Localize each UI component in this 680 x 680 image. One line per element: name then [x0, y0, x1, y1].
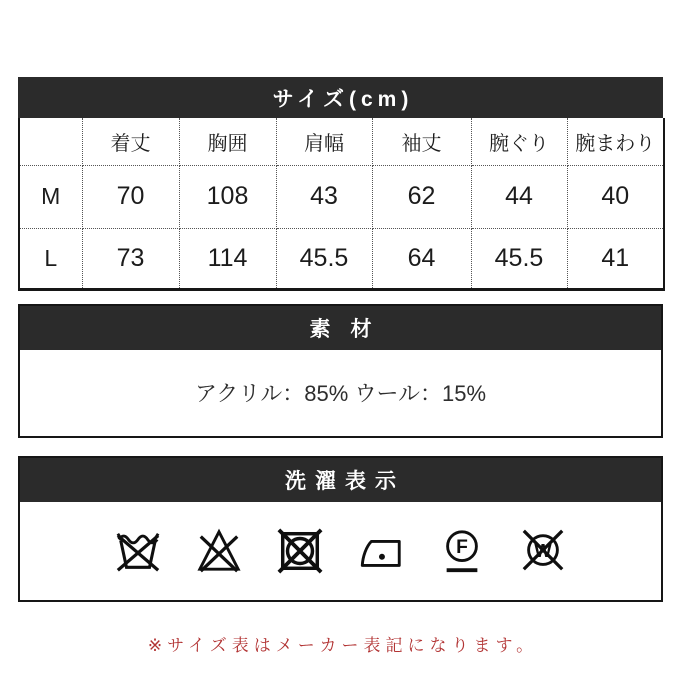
size-cell: 62	[372, 165, 471, 228]
size-section-title: サイズ(cm)	[272, 87, 414, 111]
size-row-label-m: M	[19, 165, 82, 228]
column-header-udemawari: 腕まわり	[567, 118, 664, 165]
do-not-tumble-dry-icon	[274, 527, 326, 575]
material-title-bar	[20, 306, 661, 350]
iron-low-temp-icon	[355, 527, 407, 575]
size-section	[18, 77, 663, 291]
svg-text:F: F	[456, 536, 468, 558]
size-row-m	[19, 165, 664, 228]
material-composition: アクリル：85% ウール：15%	[194, 381, 487, 406]
do-not-wet-clean-icon	[517, 527, 569, 575]
column-header-chakutake: 着丈	[82, 118, 179, 165]
size-cell: 41	[567, 228, 664, 289]
size-table-corner-cell	[19, 118, 82, 165]
svg-text:W: W	[534, 539, 552, 561]
manufacturer-note: ※サイズ表はメーカー表記になります。	[147, 635, 539, 655]
do-not-bleach-icon	[193, 527, 245, 575]
material-title: 素材	[309, 317, 392, 341]
care-title-bar	[20, 458, 661, 502]
material-section	[18, 304, 663, 438]
do-not-wash-icon	[112, 527, 164, 575]
column-header-udeguri: 腕ぐり	[471, 118, 567, 165]
care-section	[18, 456, 663, 602]
size-cell: 108	[179, 165, 276, 228]
size-table-header-row	[19, 118, 664, 165]
size-cell: 43	[276, 165, 372, 228]
size-cell: 70	[82, 165, 179, 228]
size-cell: 73	[82, 228, 179, 289]
size-cell: 114	[179, 228, 276, 289]
column-header-katahaba: 肩幅	[276, 118, 372, 165]
care-icons-row	[20, 502, 661, 600]
size-row-label-l: L	[19, 228, 82, 289]
size-cell: 44	[471, 165, 567, 228]
column-header-kyoui: 胸囲	[179, 118, 276, 165]
size-cell: 45.5	[276, 228, 372, 289]
size-table	[18, 118, 665, 291]
care-title: 洗濯表示	[285, 469, 405, 493]
size-cell: 64	[372, 228, 471, 289]
size-cell: 45.5	[471, 228, 567, 289]
size-row-l	[19, 228, 664, 289]
size-cell: 40	[567, 165, 664, 228]
product-spec-panel	[18, 77, 663, 656]
size-section-title-bar	[18, 77, 663, 118]
column-header-sodetake: 袖丈	[372, 118, 471, 165]
dry-clean-petroleum-gentle-icon	[436, 527, 488, 575]
